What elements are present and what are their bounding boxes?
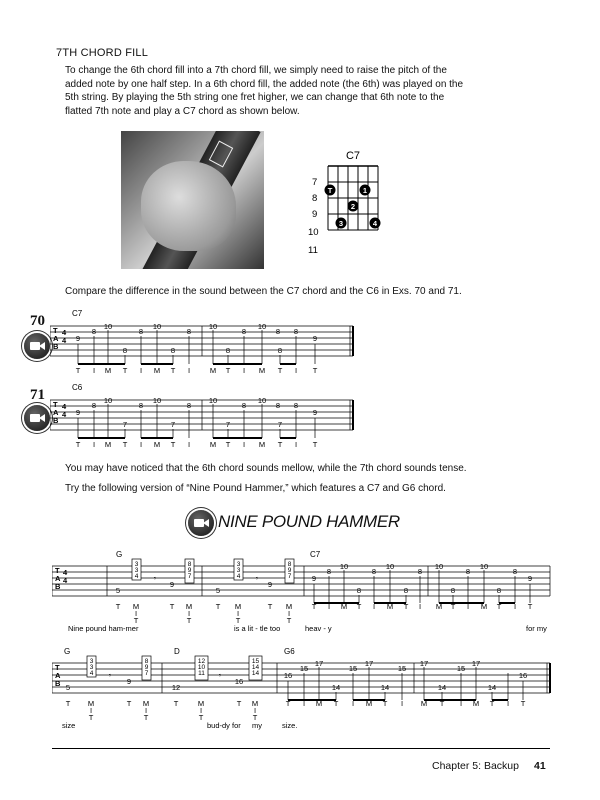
tab-note: 9 xyxy=(126,677,132,686)
tab-note: 8 xyxy=(293,401,299,410)
tab-note: 10 xyxy=(385,562,395,571)
finger-mark: I xyxy=(287,609,291,618)
chord-diagram-name: C7 xyxy=(345,150,361,162)
finger-mark: T xyxy=(126,699,132,708)
finger-mark: T xyxy=(277,440,283,448)
finger-mark: M xyxy=(472,699,480,708)
time-sig: 4 xyxy=(62,328,67,337)
tab-note: 5 xyxy=(215,586,221,595)
fret-number: 11 xyxy=(308,245,318,256)
finger-mark: M xyxy=(185,602,193,611)
finger-mark: T xyxy=(520,699,526,708)
stack-note: 9 xyxy=(187,567,192,574)
tab-staff-ex70 xyxy=(50,306,355,374)
intro-paragraph: To change the 6th chord fill into a 7th chord fill, we simply need to raise the pitch of the added note by one half step. In a 6th chord fill, the added note (the 6th) was played on the 5th string. By playing the 5th string one fret higher, we can change that 6th note to the flatted 7th note and play a C7 chord as shown below. xyxy=(65,65,464,117)
stack-note: 12 xyxy=(197,658,206,665)
finger-mark: I xyxy=(506,699,510,708)
fretting-hand xyxy=(141,161,236,251)
stack-note: 3 xyxy=(236,561,241,568)
chord-label: C7 xyxy=(310,550,321,559)
tab-letter: B xyxy=(55,582,61,591)
finger-label: 4 xyxy=(372,219,378,228)
tab-note: 14 xyxy=(380,683,390,692)
tab-note: 10 xyxy=(103,396,113,405)
finger-mark: T xyxy=(496,602,502,611)
finger-mark: M xyxy=(132,602,140,611)
finger-mark: T xyxy=(173,699,179,708)
tab-note: 17 xyxy=(314,659,324,668)
finger-mark: I xyxy=(187,366,191,374)
time-sig: 4 xyxy=(62,336,67,345)
rest-symbol: 𝄾 xyxy=(255,574,259,583)
tab-note: 10 xyxy=(479,562,489,571)
tab-note: 8 xyxy=(241,327,247,336)
tab-note: 12 xyxy=(171,683,181,692)
tab-note: 14 xyxy=(437,683,447,692)
finger-mark: I xyxy=(459,699,463,708)
finger-mark: T xyxy=(267,602,273,611)
finger-mark: M xyxy=(251,699,259,708)
finger-mark: I xyxy=(327,602,331,611)
stack-note: 7 xyxy=(144,670,149,677)
tab-note: 8 xyxy=(241,401,247,410)
tab-note: 17 xyxy=(471,659,481,668)
tab-note: 9 xyxy=(527,574,533,583)
finger-label: 1 xyxy=(362,186,368,195)
time-sig: 4 xyxy=(63,576,68,585)
chord-label: C7 xyxy=(72,309,83,318)
tab-note: 8 xyxy=(275,327,281,336)
tab-note: 8 xyxy=(91,401,97,410)
chord-diagram-c7 xyxy=(308,146,388,262)
finger-mark: I xyxy=(294,440,298,448)
finger-mark: T xyxy=(286,616,292,625)
finger-mark: I xyxy=(372,602,376,611)
tab-note: 8 xyxy=(403,586,409,595)
rest-symbol: 𝄾 xyxy=(153,574,157,583)
finger-mark: T xyxy=(215,602,221,611)
tab-letter: B xyxy=(55,679,61,688)
footer-rule xyxy=(52,748,550,749)
tab-note: 10 xyxy=(257,322,267,331)
finger-mark: I xyxy=(187,609,191,618)
footer-chapter: Chapter 5: Backup xyxy=(432,760,519,772)
fret-number: 10 xyxy=(308,227,319,238)
time-sig: 4 xyxy=(62,410,67,419)
tab-note: 10 xyxy=(208,396,218,405)
rest-symbol: 𝄾 xyxy=(218,671,222,680)
stack-note: 14 xyxy=(251,664,260,671)
tab-staff-ex71 xyxy=(50,380,355,448)
tab-note: 8 xyxy=(186,401,192,410)
song-staff-2 xyxy=(52,645,552,735)
finger-mark: T xyxy=(75,440,81,448)
stack-note: 7 xyxy=(187,573,192,580)
finger-mark: M xyxy=(386,602,394,611)
video-camera-icon[interactable] xyxy=(24,405,50,431)
finger-mark: I xyxy=(302,699,306,708)
finger-mark: T xyxy=(143,713,149,722)
tab-note: 10 xyxy=(434,562,444,571)
finger-mark: I xyxy=(400,699,404,708)
finger-mark: I xyxy=(92,366,96,374)
tab-letter: T xyxy=(53,326,58,335)
tab-note: 8 xyxy=(122,346,128,355)
finger-mark: T xyxy=(236,699,242,708)
tab-letter: B xyxy=(53,342,59,351)
stack-note: 3 xyxy=(89,664,94,671)
finger-mark: I xyxy=(139,440,143,448)
tab-note: 9 xyxy=(312,334,318,343)
finger-mark: T xyxy=(75,366,81,374)
tab-note: 8 xyxy=(465,567,471,576)
time-sig: 4 xyxy=(63,568,68,577)
finger-mark: M xyxy=(435,602,443,611)
tab-letter: T xyxy=(55,663,60,672)
finger-label: 2 xyxy=(350,202,356,211)
stack-note: 3 xyxy=(134,561,139,568)
finger-mark: I xyxy=(89,706,93,715)
finger-mark: M xyxy=(142,699,150,708)
finger-mark: T xyxy=(450,602,456,611)
tab-note: 10 xyxy=(208,322,218,331)
tab-note: 7 xyxy=(122,420,128,429)
tab-note: 15 xyxy=(348,664,358,673)
compare-text: Compare the difference in the sound between the C7 chord and the C6 in Exs. 70 and 71. xyxy=(65,286,462,297)
stack-note: 4 xyxy=(134,573,139,580)
tab-letter: A xyxy=(55,574,61,583)
tab-note: 10 xyxy=(339,562,349,571)
video-camera-icon[interactable] xyxy=(24,333,50,359)
finger-mark: T xyxy=(439,699,445,708)
tab-note: 16 xyxy=(518,671,528,680)
tab-note: 7 xyxy=(225,420,231,429)
tab-note: 8 xyxy=(293,327,299,336)
finger-mark: I xyxy=(294,366,298,374)
finger-mark: M xyxy=(234,602,242,611)
finger-mark: T xyxy=(88,713,94,722)
stack-note: 4 xyxy=(236,573,241,580)
chord-label: G xyxy=(116,550,123,559)
finger-mark: M xyxy=(209,366,217,374)
note-text-2: Try the following version of “Nine Pound Hammer,” which features a C7 and G6 chord. xyxy=(65,483,446,494)
tab-note: 8 xyxy=(275,401,281,410)
finger-mark: I xyxy=(236,609,240,618)
finger-mark: T xyxy=(235,616,241,625)
stack-note: 8 xyxy=(187,561,192,568)
finger-mark: I xyxy=(513,602,517,611)
lyric: size xyxy=(62,721,76,730)
finger-mark: T xyxy=(170,366,176,374)
tab-note: 9 xyxy=(75,334,81,343)
finger-mark: T xyxy=(198,713,204,722)
finger-mark: T xyxy=(403,602,409,611)
finger-mark: M xyxy=(285,602,293,611)
lyric: bud-dy for xyxy=(207,721,241,730)
finger-mark: M xyxy=(420,699,428,708)
finger-mark: T xyxy=(312,366,318,374)
finger-mark: T xyxy=(311,602,317,611)
finger-mark: M xyxy=(104,366,112,374)
fret-number: 8 xyxy=(312,193,318,204)
finger-mark: I xyxy=(134,609,138,618)
tab-note: 9 xyxy=(169,580,175,589)
finger-mark: I xyxy=(242,366,246,374)
finger-mark: T xyxy=(489,699,495,708)
tab-note: 10 xyxy=(152,322,162,331)
tab-note: 5 xyxy=(65,683,71,692)
stack-note: 9 xyxy=(287,567,292,574)
finger-mark: T xyxy=(225,440,231,448)
lyric: my xyxy=(252,721,262,730)
finger-mark: M xyxy=(153,366,161,374)
song-staff-1 xyxy=(52,548,552,636)
finger-mark: T xyxy=(115,602,121,611)
finger-label: T xyxy=(327,186,333,195)
stack-note: 10 xyxy=(197,664,206,671)
tab-note: 8 xyxy=(186,327,192,336)
tab-note: 15 xyxy=(299,664,309,673)
tab-note: 9 xyxy=(267,580,273,589)
tab-note: 8 xyxy=(417,567,423,576)
finger-mark: T xyxy=(277,366,283,374)
tab-letter: B xyxy=(53,416,59,425)
finger-mark: I xyxy=(242,440,246,448)
finger-mark: T xyxy=(122,366,128,374)
tab-note: 5 xyxy=(115,586,121,595)
finger-mark: M xyxy=(258,366,266,374)
finger-mark: I xyxy=(92,440,96,448)
finger-mark: T xyxy=(527,602,533,611)
finger-mark: M xyxy=(153,440,161,448)
tab-letter: A xyxy=(53,334,59,343)
tab-note: 17 xyxy=(364,659,374,668)
finger-mark: M xyxy=(197,699,205,708)
tab-note: 10 xyxy=(103,322,113,331)
tab-note: 16 xyxy=(283,671,293,680)
finger-mark: M xyxy=(104,440,112,448)
tab-note: 8 xyxy=(356,586,362,595)
stack-note: 7 xyxy=(287,573,292,580)
stack-note: 3 xyxy=(89,658,94,665)
finger-mark: I xyxy=(351,699,355,708)
tab-note: 9 xyxy=(312,408,318,417)
stack-note: 3 xyxy=(134,567,139,574)
finger-mark: T xyxy=(356,602,362,611)
chord-label: D xyxy=(174,647,180,656)
tab-note: 8 xyxy=(138,401,144,410)
finger-mark: I xyxy=(418,602,422,611)
stack-note: 8 xyxy=(144,658,149,665)
song-title: NINE POUND HAMMER xyxy=(218,512,400,531)
stack-note: 4 xyxy=(89,670,94,677)
finger-mark: I xyxy=(139,366,143,374)
finger-mark: T xyxy=(225,366,231,374)
tab-note: 10 xyxy=(257,396,267,405)
finger-mark: I xyxy=(144,706,148,715)
lyric: is a lit - tle too xyxy=(234,624,281,633)
lyric: size. xyxy=(282,721,298,730)
finger-mark: M xyxy=(340,602,348,611)
tab-note: 14 xyxy=(331,683,341,692)
tab-note: 8 xyxy=(277,346,283,355)
example-number: 71 xyxy=(30,387,45,403)
tab-note: 9 xyxy=(311,574,317,583)
page-number: 41 xyxy=(534,760,546,772)
finger-mark: T xyxy=(285,699,291,708)
stack-note: 8 xyxy=(287,561,292,568)
finger-mark: T xyxy=(169,602,175,611)
tab-note: 8 xyxy=(450,586,456,595)
stack-note: 3 xyxy=(236,567,241,574)
stack-note: 9 xyxy=(144,664,149,671)
tab-note: 8 xyxy=(326,567,332,576)
tab-note: 8 xyxy=(496,586,502,595)
stack-note: 15 xyxy=(251,658,260,665)
finger-mark: I xyxy=(253,706,257,715)
tab-note: 15 xyxy=(456,664,466,673)
chord-label: G xyxy=(64,647,71,656)
finger-mark: T xyxy=(382,699,388,708)
finger-mark: M xyxy=(87,699,95,708)
finger-mark: T xyxy=(333,699,339,708)
tab-note: 7 xyxy=(277,420,283,429)
finger-mark: I xyxy=(466,602,470,611)
lyric: heav - y xyxy=(305,624,332,633)
tab-note: 9 xyxy=(75,408,81,417)
tab-note: 16 xyxy=(234,677,244,686)
lyric: Nine pound ham-mer xyxy=(68,624,139,633)
fret-number: 9 xyxy=(312,209,318,220)
tab-letter: A xyxy=(55,671,61,680)
time-sig: 4 xyxy=(62,402,67,411)
hand-photo xyxy=(121,131,264,269)
note-text-1: You may have noticed that the 6th chord sounds mellow, while the 7th chord sounds tense. xyxy=(65,463,467,474)
finger-mark: T xyxy=(65,699,71,708)
stack-note: 11 xyxy=(198,670,205,677)
finger-mark: T xyxy=(133,616,139,625)
finger-mark: T xyxy=(122,440,128,448)
finger-mark: M xyxy=(480,602,488,611)
finger-mark: M xyxy=(209,440,217,448)
finger-mark: M xyxy=(365,699,373,708)
tab-note: 10 xyxy=(152,396,162,405)
tab-note: 8 xyxy=(91,327,97,336)
finger-mark: M xyxy=(315,699,323,708)
tab-letter: T xyxy=(55,566,60,575)
lyric: for my xyxy=(526,624,547,633)
tab-note: 8 xyxy=(225,346,231,355)
finger-mark: T xyxy=(170,440,176,448)
video-camera-icon[interactable] xyxy=(188,510,214,536)
tab-note: 7 xyxy=(170,420,176,429)
tab-letter: T xyxy=(53,400,58,409)
section-heading: 7TH CHORD FILL xyxy=(56,47,149,59)
finger-mark: M xyxy=(258,440,266,448)
chord-label: C6 xyxy=(72,383,83,392)
rest-symbol: 𝄾 xyxy=(108,671,112,680)
finger-mark: I xyxy=(187,440,191,448)
finger-mark: T xyxy=(312,440,318,448)
finger-mark: T xyxy=(252,713,258,722)
chord-label: G6 xyxy=(284,647,295,656)
tab-note: 8 xyxy=(170,346,176,355)
fret-number: 7 xyxy=(312,177,318,188)
finger-label: 3 xyxy=(338,219,344,228)
finger-mark: T xyxy=(186,616,192,625)
tab-letter: A xyxy=(53,408,59,417)
tab-note: 17 xyxy=(419,659,429,668)
tab-note: 8 xyxy=(512,567,518,576)
example-number: 70 xyxy=(30,313,45,329)
finger-mark: I xyxy=(199,706,203,715)
tab-note: 15 xyxy=(397,664,407,673)
tab-note: 8 xyxy=(138,327,144,336)
stack-note: 14 xyxy=(251,670,260,677)
tab-note: 8 xyxy=(371,567,377,576)
tab-note: 14 xyxy=(487,683,497,692)
